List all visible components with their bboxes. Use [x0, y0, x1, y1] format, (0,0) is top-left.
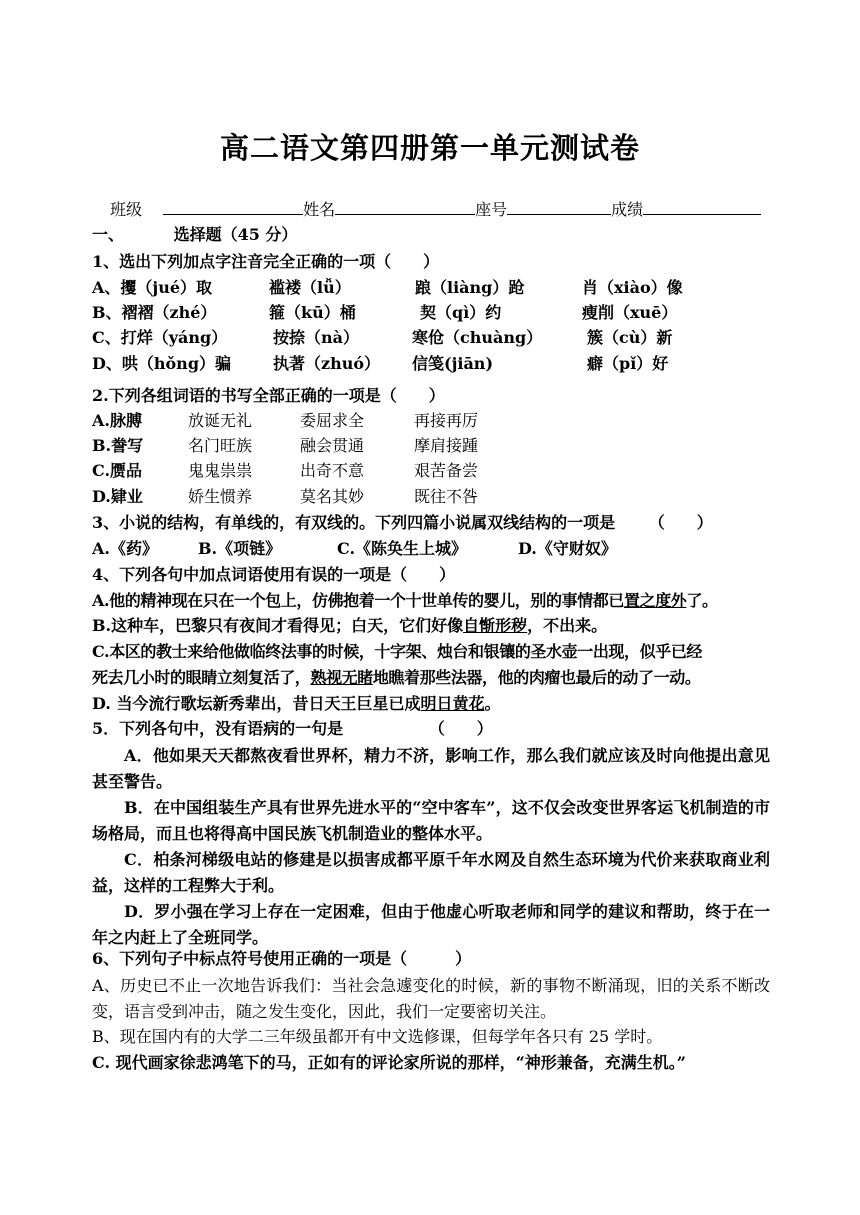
- q1-c-2: 按捺（nà）: [273, 328, 360, 347]
- score-field[interactable]: [643, 198, 761, 215]
- q4-b-end: ，不出来。: [527, 616, 608, 635]
- q1-option-c: [92, 326, 772, 350]
- name-field[interactable]: [335, 198, 475, 215]
- q2-b-3: 融会贯通: [300, 436, 365, 455]
- q5-paren: （ ）: [428, 719, 493, 738]
- q2-d-3: 莫名其妙: [300, 487, 365, 506]
- q2-c-3: 出奇不意: [300, 461, 365, 480]
- q1-a-4: 肖（xiào）像: [582, 278, 683, 297]
- q6-option-c: C. 现代画家徐悲鸿笔下的马，正如有的评论家所说的那样，“神形兼备，充满生机。”: [92, 1053, 687, 1072]
- q4-a-text: A.他的精神现在只在一个包上，仿佛抱着一个十世单传的婴儿，别的事情都已: [92, 591, 624, 610]
- q1-option-b: [92, 301, 772, 325]
- q2-d-1: D.肄业: [92, 487, 143, 506]
- q2-a-1: A.脉膊: [92, 411, 142, 430]
- q2-option-d: [92, 485, 772, 509]
- q1-b-1: B、褶褶（zhé）: [92, 303, 217, 322]
- q5-stem: [92, 717, 772, 741]
- q2-d-4: 既往不咎: [414, 487, 479, 506]
- q4-stem: 4、下列各句中加点词语使用有误的一项是（ ）: [92, 565, 456, 584]
- q1-c-4: 簇（cù）新: [587, 328, 673, 347]
- page-title: 高二语文第四册第一单元测试卷: [219, 131, 640, 165]
- q1-d-2: 执著（zhuó）: [273, 354, 381, 373]
- q4-option-a: [92, 589, 772, 613]
- q6-option-b: B、现在国内有的大学二三年级虽都开有中文选修课，但每学年各只有 25 学时。: [92, 1027, 663, 1046]
- q1-option-a: [92, 276, 772, 300]
- section-title: 选择题（45 分）: [173, 225, 298, 244]
- q2-d-2: 娇生惯养: [188, 487, 253, 506]
- q2-c-2: 鬼鬼祟祟: [188, 461, 253, 480]
- q4-option-d: [92, 692, 772, 716]
- q4-d-text: D. 当今流行歌坛新秀辈出，昔日天王巨星已成: [92, 694, 421, 713]
- q4-c-end: 地瞧着那些法器，他的肉瘤也最后的动了一动。: [372, 668, 701, 687]
- q5-option-a: A．他如果天天都熬夜看世界杯，精力不济，影响工作，那么我们就应该及时向他提出意见甚至警告。: [92, 746, 770, 791]
- q2-c-1: C.赝品: [92, 461, 143, 480]
- q4-a-underlined: 置之度外: [624, 591, 687, 610]
- q3-option-b: B.《项链》: [198, 539, 282, 558]
- q1-b-4: 瘦削（xuē）: [582, 303, 678, 322]
- q2-b-1: B.誊写: [92, 436, 144, 455]
- q4-option-b: [92, 614, 772, 638]
- class-label: 班级: [110, 200, 143, 219]
- q4-a-end: 了。: [686, 591, 718, 610]
- q2-option-b: [92, 434, 772, 458]
- q3-option-a: A.《药》: [92, 539, 158, 558]
- q1-stem: 1、选出下列加点字注音完全正确的一项（ ）: [92, 252, 440, 271]
- q1-option-d: [92, 352, 772, 376]
- q3-paren: （ ）: [648, 513, 713, 532]
- seat-field[interactable]: [507, 198, 611, 215]
- q1-d-1: D、哄（hǒng）骗: [92, 354, 232, 373]
- q2-a-4: 再接再厉: [414, 411, 479, 430]
- section-heading: [92, 223, 772, 247]
- q5-option-c: C．柏条河梯级电站的修建是以损害成都平原千年水网及自然生态环境为代价来获取商业利益，这样的工程弊大于利。: [92, 850, 770, 895]
- q3-option-d: D.《守财奴》: [518, 539, 617, 558]
- q4-b-text: B.这种车，巴黎只有夜间才看得见；白天，它们好像: [92, 616, 464, 635]
- q2-option-c: [92, 459, 772, 483]
- section-number: 一、: [92, 225, 125, 244]
- q2-option-a: [92, 409, 772, 433]
- q2-b-2: 名门旺族: [188, 436, 253, 455]
- q1-a-2: 褴褛（lǚ）: [269, 278, 351, 297]
- q5-option-d: D．罗小强在学习上存在一定困难，但由于他虚心听取老师和同学的建议和帮助，终于在一年之内赶上了全班同学。: [92, 902, 770, 947]
- class-field[interactable]: [163, 198, 303, 215]
- q4-d-underlined: 明日黄花: [420, 694, 485, 713]
- q3-option-c: C.《陈奂生上城》: [337, 539, 468, 558]
- seat-label: 座号: [475, 200, 508, 219]
- q5-option-b: B．在中国组装生产具有世界先进水平的“空中客车”，这不仅会改变世界客运飞机制造的市场格局，而且也将得高中国民族飞机制造业的整体水平。: [92, 798, 770, 843]
- name-label: 姓名: [303, 200, 336, 219]
- q4-option-c-line1: C.本区的教士来给他做临终法事的时候，十字架、烛台和银镶的圣水壶一出现，似乎已经: [92, 642, 703, 661]
- q4-d-end: 。: [484, 694, 501, 713]
- q1-b-3: 契（qì）约: [420, 303, 502, 322]
- q2-a-3: 委屈求全: [300, 411, 365, 430]
- q2-stem: 2.下列各组词语的书写全部正确的一项是（ ）: [92, 386, 445, 405]
- q6-option-a: A、历史已不止一次地告诉我们：当社会急遽变化的时候，新的事物不断涌现，旧的关系不断改变，语言受到冲击，随之发生变化，因此，我们一定要密切关注。: [92, 976, 770, 1021]
- q1-a-3: 踉（liàng）跄: [415, 278, 525, 297]
- q1-d-3: 信笺(jiān): [412, 354, 494, 373]
- q2-c-4: 艰苦备尝: [414, 461, 479, 480]
- q2-a-2: 放诞无礼: [188, 411, 253, 430]
- q3-stem-text: 3、小说的结构，有单线的，有双线的。下列四篇小说属双线结构的一项是: [92, 513, 616, 532]
- q1-a-1: A、攫（jué）取: [92, 278, 213, 297]
- q1-b-2: 箍（kū）桶: [269, 303, 356, 322]
- q2-b-4: 摩肩接踵: [414, 436, 479, 455]
- q3-stem: [92, 511, 772, 535]
- q1-d-4: 癖（pǐ）好: [587, 354, 669, 373]
- q4-option-c-line2: [92, 666, 772, 690]
- q6-stem: 6、下列句子中标点符号使用正确的一项是（ ）: [92, 949, 472, 968]
- q1-c-1: C、打烊（yáng）: [92, 328, 228, 347]
- q1-c-3: 寒伧（chuàng）: [412, 328, 543, 347]
- q3-options: [92, 537, 772, 561]
- q4-c-text: 死去几小时的眼睛立刻复活了，: [92, 668, 311, 687]
- q4-c-underlined: 熟视无睹: [310, 668, 373, 687]
- score-label: 成绩: [611, 200, 644, 219]
- q5-stem-text: 5．下列各句中，没有语病的一句是: [92, 719, 344, 738]
- q4-b-underlined: 自惭形秽: [463, 616, 528, 635]
- student-info-row: [110, 198, 770, 222]
